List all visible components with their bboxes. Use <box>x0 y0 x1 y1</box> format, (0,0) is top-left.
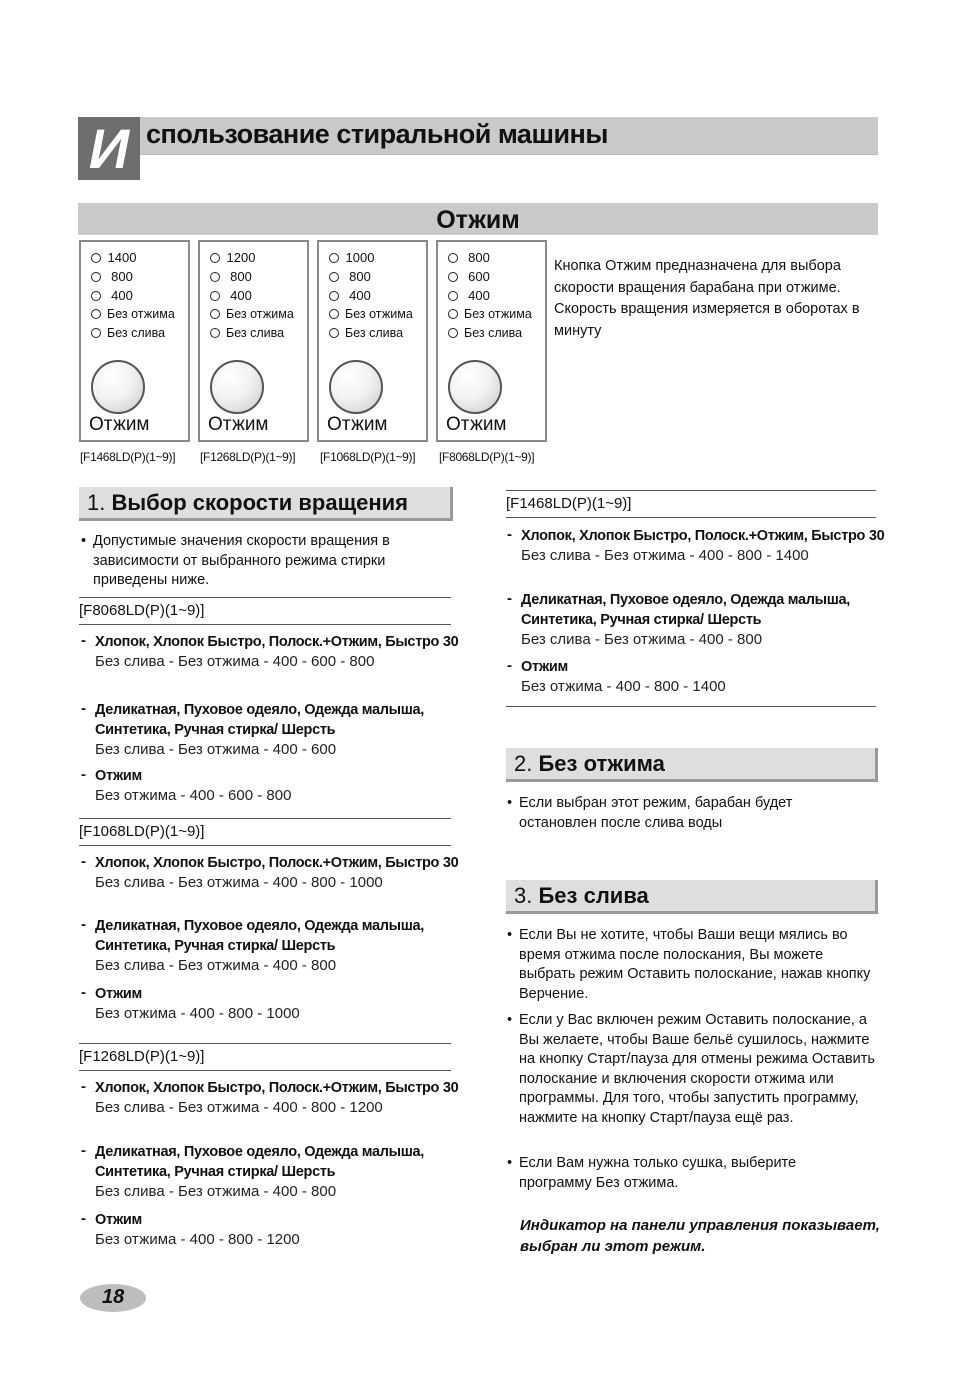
section-number: 2. <box>514 751 533 776</box>
section-title: Без слива <box>538 883 649 908</box>
panel-option: Без отжима <box>226 307 294 321</box>
page-number-badge <box>80 1284 146 1312</box>
indicator-circle-icon <box>448 309 458 319</box>
indicator-circle-icon <box>210 291 220 301</box>
panel-model-caption: [F1068LD(P)(1~9)] <box>320 450 416 464</box>
panel-option: 1000 <box>345 250 375 265</box>
section-number: 1. <box>87 490 106 515</box>
list-item: - Хлопок, Хлопок Быстро, Полоск.+Отжим, Быстро 30 Без слива - Без отжима - 400 - 800 - 1200 <box>81 1078 459 1116</box>
header-initial-letter: И <box>78 117 140 180</box>
section-2-header <box>506 748 878 782</box>
list-item: - Отжим Без отжима - 400 - 600 - 800 <box>81 766 292 804</box>
page-title: спользование стиральной машины <box>146 119 608 149</box>
indicator-circle-icon <box>91 291 101 301</box>
panel-option: 800 <box>468 250 490 265</box>
section-3-bullet: • Если у Вас включен режим Оставить полоскание, а Вы желаете, чтобы Ваше бельё сушилось, нажмите на кнопку Старт/пауза для отмены режима Оставить полоскание и включения скорости отжима или программы. Для того, чтобы запустить программу, нажмите на кнопку Старт/пауза ещё раз. <box>507 1012 875 1126</box>
section-3-bullet: • Если Вы не хотите, чтобы Ваши вещи мялись во время отжима после полоскания, Вы можете выбрать режим Оставить полоскание, нажав кнопку Верчение. <box>507 927 871 1002</box>
indicator-circle-icon <box>448 328 458 338</box>
panel-option: Без слива <box>464 326 523 340</box>
section-title: Без отжима <box>538 751 665 776</box>
indicator-circle-icon <box>91 328 101 338</box>
model-heading-f8068: [F8068LD(P)(1~9)] <box>79 597 451 625</box>
model-heading-f1068: [F1068LD(P)(1~9)] <box>79 818 451 846</box>
section-number: 3. <box>514 883 533 908</box>
indicator-circle-icon <box>448 272 458 282</box>
page-number: 18 <box>102 1286 125 1308</box>
list-item: - Деликатная, Пуховое одеяло, Одежда малыша, Синтетика, Ручная стирка/ Шерсть Без слива - Без отжима - 400 - 800 <box>507 590 851 648</box>
indicator-circle-icon <box>210 272 220 282</box>
section-2-bullet: • Если выбран этот режим, барабан будет остановлен после слива воды <box>507 795 793 831</box>
list-item: - Деликатная, Пуховое одеяло, Одежда малыша, Синтетика, Ручная стирка/ Шерсть Без слива - Без отжима - 400 - 600 <box>81 700 425 758</box>
panel-option: 400 <box>230 288 252 303</box>
divider <box>506 706 876 707</box>
list-item: - Хлопок, Хлопок Быстро, Полоск.+Отжим, Быстро 30 Без слива - Без отжима - 400 - 800 - 1400 <box>507 526 885 564</box>
panel-option: Без слива <box>226 326 285 340</box>
list-item: - Отжим Без отжима - 400 - 800 - 1000 <box>81 984 300 1022</box>
panel-option: Без отжима <box>464 307 532 321</box>
section-1-header <box>79 487 453 521</box>
list-item: - Хлопок, Хлопок Быстро, Полоск.+Отжим, Быстро 30 Без слива - Без отжима - 400 - 600 - 800 <box>81 632 459 670</box>
indicator-circle-icon <box>448 253 458 263</box>
panel-model-caption: [F1468LD(P)(1~9)] <box>80 450 176 464</box>
model-heading-f1468: [F1468LD(P)(1~9)] <box>506 490 876 518</box>
panel-option: 1400 <box>107 250 137 265</box>
panel-option: Без слива <box>345 326 404 340</box>
panel-model-caption: [F8068LD(P)(1~9)] <box>439 450 535 464</box>
indicator-note: Индикатор на панели управления показывает, выбран ли этот режим. <box>520 1217 880 1255</box>
spin-knob-button[interactable] <box>210 360 264 414</box>
panel-option: 400 <box>111 288 133 303</box>
spin-knob-button[interactable] <box>91 360 145 414</box>
intro-text: Кнопка Отжим предназначена для выбора скорости вращения барабана при отжиме. Скорость вращения измеряется в оборотах в минуту <box>554 258 860 339</box>
panel-option: 600 <box>468 269 490 284</box>
spin-knob-button[interactable] <box>448 360 502 414</box>
section-3-header <box>506 880 878 914</box>
control-panel-f1068 <box>317 240 428 442</box>
panel-option: Без слива <box>107 326 166 340</box>
indicator-circle-icon <box>91 272 101 282</box>
list-item: - Отжим Без отжима - 400 - 800 - 1400 <box>507 657 726 695</box>
list-item: - Хлопок, Хлопок Быстро, Полоск.+Отжим, Быстро 30 Без слива - Без отжима - 400 - 800 - 1000 <box>81 853 459 891</box>
control-panel-f1468 <box>79 240 190 442</box>
control-panel-f1268 <box>198 240 309 442</box>
section-band-title: Отжим <box>78 203 878 235</box>
list-item: - Отжим Без отжима - 400 - 800 - 1200 <box>81 1210 300 1248</box>
panel-option: 800 <box>349 269 371 284</box>
panel-option: 800 <box>230 269 252 284</box>
indicator-circle-icon <box>91 253 101 263</box>
list-item: - Деликатная, Пуховое одеяло, Одежда малыша, Синтетика, Ручная стирка/ Шерсть Без слива - Без отжима - 400 - 800 <box>81 1142 425 1200</box>
indicator-circle-icon <box>329 328 339 338</box>
panel-option: Без отжима <box>345 307 413 321</box>
page-header <box>78 117 878 180</box>
panel-option: 400 <box>349 288 371 303</box>
panel-option: 800 <box>111 269 133 284</box>
model-heading-f1268: [F1268LD(P)(1~9)] <box>79 1043 451 1071</box>
spin-knob-button[interactable] <box>329 360 383 414</box>
section-1-bullet: • Допустимые значения скорости вращения в зависимости от выбранного режима стирки приведены ниже. <box>81 533 390 588</box>
panel-option: 1200 <box>226 250 256 265</box>
indicator-circle-icon <box>448 291 458 301</box>
indicator-circle-icon <box>210 309 220 319</box>
indicator-circle-icon <box>329 309 339 319</box>
panel-label: Отжим <box>327 414 388 435</box>
panel-option: 400 <box>468 288 490 303</box>
panel-label: Отжим <box>208 414 269 435</box>
panel-option: Без отжима <box>107 307 175 321</box>
list-item: - Деликатная, Пуховое одеяло, Одежда малыша, Синтетика, Ручная стирка/ Шерсть Без слива - Без отжима - 400 - 800 <box>81 916 425 974</box>
indicator-circle-icon <box>329 272 339 282</box>
indicator-circle-icon <box>329 291 339 301</box>
control-panel-f8068 <box>436 240 547 442</box>
indicator-circle-icon <box>210 328 220 338</box>
panel-model-caption: [F1268LD(P)(1~9)] <box>200 450 296 464</box>
panel-label: Отжим <box>446 414 507 435</box>
indicator-circle-icon <box>210 253 220 263</box>
indicator-circle-icon <box>329 253 339 263</box>
section-3-bullet: • Если Вам нужна только сушка, выберите программу Без отжима. <box>507 1155 797 1191</box>
indicator-circle-icon <box>91 309 101 319</box>
section-title: Выбор скорости вращения <box>111 490 409 515</box>
panel-label: Отжим <box>89 414 150 435</box>
